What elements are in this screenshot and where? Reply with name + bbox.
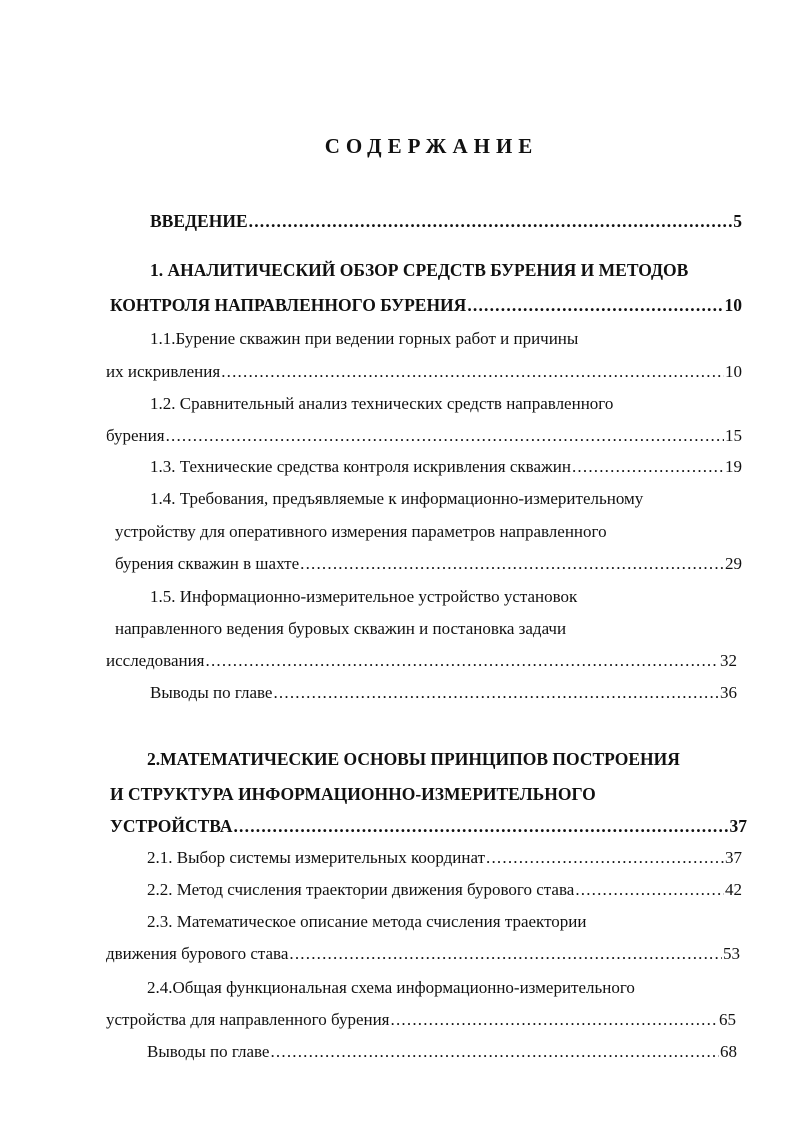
- section-1-5-line-2: направленного ведения буровых скважин и постановка задачи: [115, 619, 567, 638]
- toc-leader-dots: [486, 847, 724, 869]
- toc-leader-dots: [300, 553, 724, 575]
- section-1-2-line-1: 1.2. Сравнительный анализ технических средств направленного: [150, 394, 614, 413]
- section-1-5-line-1: 1.5. Информационно-измерительное устройство установок: [150, 587, 578, 606]
- toc-page-number: 19: [725, 457, 742, 476]
- section-1-4-line-1: 1.4. Требования, предъявляемые к информационно-измерительному: [150, 489, 644, 508]
- toc-page-number: 65: [719, 1010, 736, 1029]
- toc-entry-label: ВВЕДЕНИЕ: [150, 211, 248, 231]
- toc-leader-dots: [166, 425, 724, 447]
- toc-page-number: 32: [720, 651, 737, 670]
- toc-entry-label: бурения скважин в шахте: [115, 554, 300, 573]
- toc-entry-label: КОНТРОЛЯ НАПРАВЛЕННОГО БУРЕНИЯ: [110, 295, 467, 315]
- chapter-2-title-line-2: И СТРУКТУРА ИНФОРМАЦИОННО-ИЗМЕРИТЕЛЬНОГО: [110, 784, 596, 804]
- toc-leader-dots: [221, 361, 724, 383]
- toc-leader-dots: [391, 1009, 718, 1031]
- toc-leader-dots: [289, 943, 722, 965]
- toc-entry-2-1: [147, 847, 742, 869]
- toc-entry-label: Выводы по главе: [147, 1042, 270, 1061]
- toc-page-number: 10: [725, 362, 742, 381]
- toc-page-number: 68: [720, 1042, 737, 1061]
- toc-leader-dots: [233, 815, 728, 837]
- toc-entry-1-2: [106, 425, 742, 447]
- toc-leader-dots: [572, 456, 724, 478]
- toc-page-number: 10: [724, 295, 742, 315]
- toc-page-number: 15: [725, 426, 742, 445]
- toc-entry-conclusions-2: [147, 1041, 737, 1063]
- toc-entry-chapter-2: [110, 815, 747, 837]
- chapter-1-title-line-1: 1. АНАЛИТИЧЕСКИЙ ОБЗОР СРЕДСТВ БУРЕНИЯ И МЕТОДОВ: [150, 260, 689, 280]
- toc-entry-label: их искривления: [106, 362, 221, 381]
- toc-entry-label: 2.1. Выбор системы измерительных координат: [147, 848, 486, 867]
- toc-entry-label: Выводы по главе: [150, 683, 273, 702]
- toc-entry-chapter-1: [110, 294, 742, 316]
- toc-leader-dots: [467, 294, 723, 316]
- toc-page-number: 37: [725, 848, 742, 867]
- toc-entry-1-3: [150, 456, 742, 478]
- toc-leader-dots: [270, 1041, 719, 1063]
- toc-entry-label: бурения: [106, 426, 165, 445]
- toc-entry-label: исследования: [106, 651, 205, 670]
- toc-entry-2-3: [106, 943, 740, 965]
- toc-entry-1-1: [106, 361, 742, 383]
- toc-entry-2-4: [106, 1009, 736, 1031]
- toc-entry-1-4: [115, 553, 742, 575]
- toc-entry-label: 1.3. Технические средства контроля искривления скважин: [150, 457, 571, 476]
- toc-entry-1-5: [106, 650, 737, 672]
- toc-entry-label: УСТРОЙСТВА: [110, 816, 233, 836]
- toc-entry-label: устройства для направленного бурения: [106, 1010, 390, 1029]
- section-2-3-line-1: 2.3. Математическое описание метода счисления траектории: [147, 912, 587, 931]
- toc-page-number: 42: [725, 880, 742, 899]
- toc-page-number: 37: [729, 816, 747, 836]
- toc-entry-2-2: [147, 879, 742, 901]
- toc-leader-dots: [575, 879, 724, 901]
- toc-entry-label: 2.2. Метод счисления траектории движения бурового става: [147, 880, 575, 899]
- page-title: СОДЕРЖАНИЕ: [324, 134, 539, 158]
- toc-page-number: 36: [720, 683, 737, 702]
- toc-entry-conclusions-1: [150, 682, 737, 704]
- chapter-2-title-line-1: 2.МАТЕМАТИЧЕСКИЕ ОСНОВЫ ПРИНЦИПОВ ПОСТРОЕНИЯ: [147, 749, 680, 769]
- toc-leader-dots: [249, 210, 733, 232]
- toc-page-number: 29: [725, 554, 742, 573]
- toc-page-number: 5: [733, 211, 742, 231]
- toc-entry-intro: [150, 210, 742, 232]
- toc-leader-dots: [273, 682, 719, 704]
- section-1-4-line-2: устройству для оперативного измерения параметров направленного: [115, 522, 607, 541]
- toc-page-number: 53: [723, 944, 740, 963]
- toc-entry-label: движения бурового става: [106, 944, 289, 963]
- section-2-4-line-1: 2.4.Общая функциональная схема информационно-измерительного: [147, 978, 635, 997]
- section-1-1-line-1: 1.1.Бурение скважин при ведении горных работ и причины: [150, 329, 579, 348]
- toc-leader-dots: [206, 650, 719, 672]
